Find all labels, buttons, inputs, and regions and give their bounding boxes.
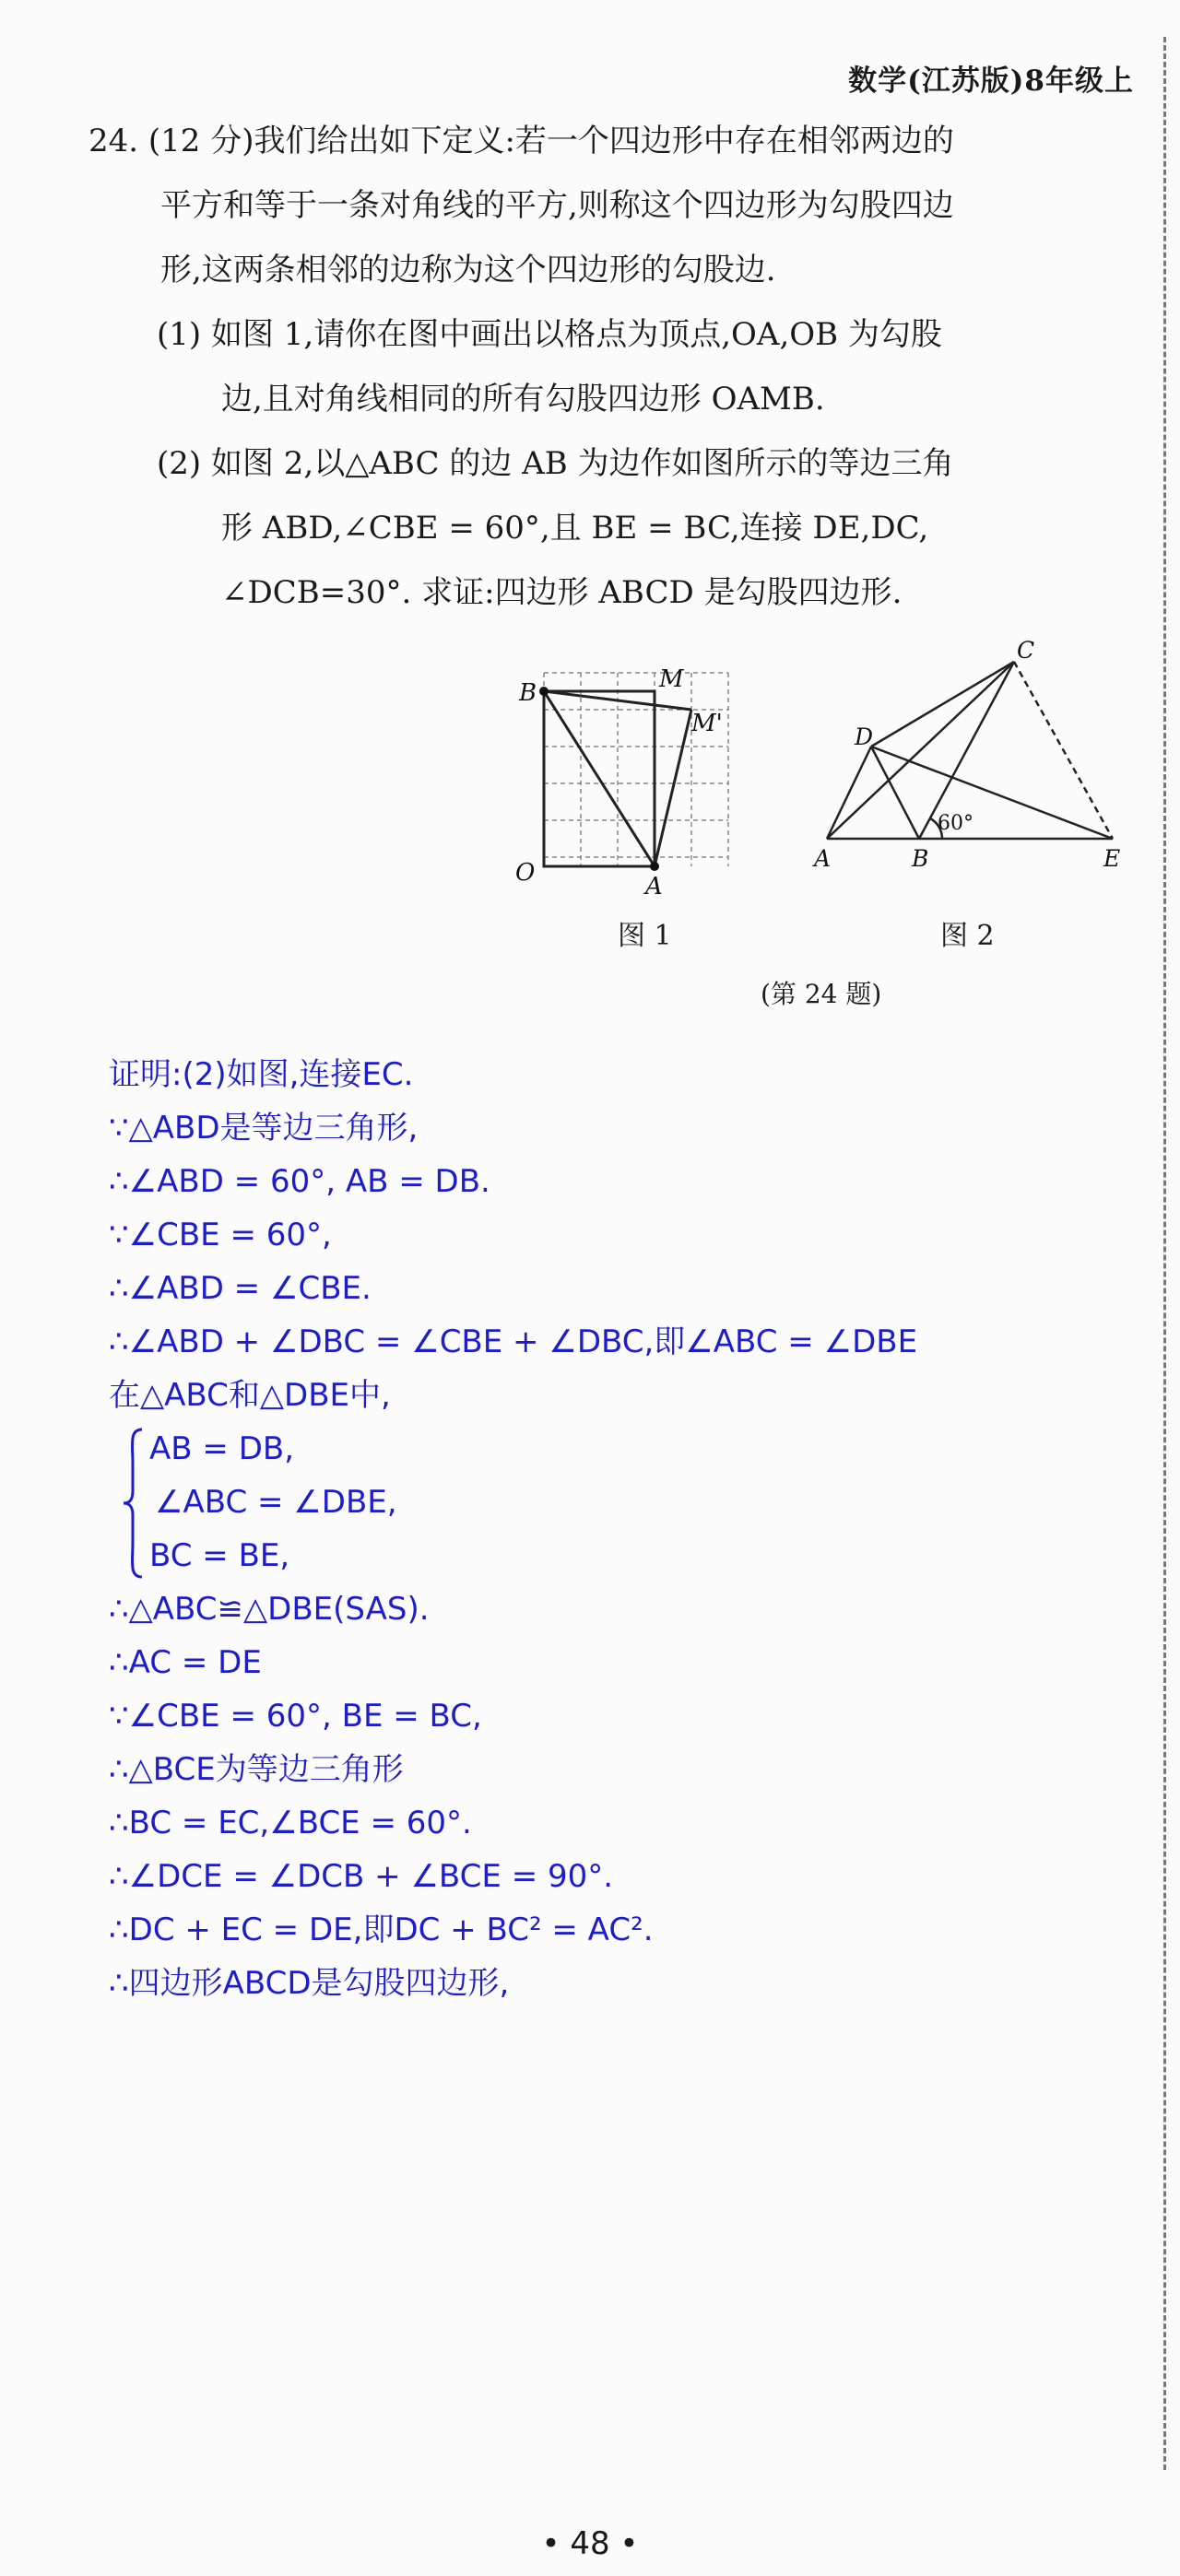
label-o: O	[515, 859, 536, 887]
proof-line: ∴∠ABD + ∠DBC = ∠CBE + ∠DBC,即∠ABC = ∠DBE	[109, 1323, 918, 1360]
problem-line: 平方和等于一条对角线的平方,则称这个四边形为勾股四边	[160, 187, 954, 224]
proof-line: 证明:(2)如图,连接EC.	[109, 1056, 414, 1093]
figure-1-caption: 图 1	[618, 920, 672, 952]
problem-line: 形,这两条相邻的边称为这个四边形的勾股边.	[160, 252, 776, 288]
label-e: E	[1103, 845, 1121, 872]
problem-line: 边,且对角线相同的所有勾股四边形 OAMB.	[221, 381, 825, 418]
problem-line: ∠DCB=30°. 求证:四边形 ABCD 是勾股四边形.	[221, 574, 903, 611]
figure-2-caption: 图 2	[940, 920, 995, 952]
label-b: B	[519, 679, 537, 707]
brace-icon	[122, 1427, 144, 1580]
label-m: M	[659, 665, 684, 693]
proof-line: ∴∠ABD = ∠CBE.	[109, 1270, 372, 1307]
label-c: C	[1017, 637, 1035, 664]
proof-case-line: BC = BE,	[149, 1537, 290, 1574]
proof-case-line: ∠ABC = ∠DBE,	[155, 1484, 397, 1521]
proof-line: ∴四边形ABCD是勾股四边形,	[109, 1965, 510, 2002]
problem-line: 24. (12 分)我们给出如下定义:若一个四边形中存在相邻两边的	[88, 123, 954, 159]
proof-line: ∴BC = EC,∠BCE = 60°.	[109, 1805, 472, 1841]
proof-case-line: AB = DB,	[149, 1430, 295, 1467]
cut-line	[1163, 37, 1166, 2470]
proof-line: ∴AC = DE	[109, 1644, 262, 1681]
figure-2-triangles	[807, 636, 1134, 885]
problem-line: (2) 如图 2,以△ABC 的边 AB 为边作如图所示的等边三角	[157, 445, 954, 482]
proof-line: 在△ABC和△DBE中,	[109, 1377, 391, 1414]
proof-line: ∵∠CBE = 60°,	[109, 1217, 332, 1253]
page-number: • 48 •	[541, 2525, 639, 2562]
book-title: 数学(江苏版)8年级上	[848, 65, 1134, 98]
proof-line: ∴∠ABD = 60°, AB = DB.	[109, 1163, 490, 1200]
problem-line: (1) 如图 1,请你在图中画出以格点为顶点,OA,OB 为勾股	[157, 316, 942, 353]
proof-line: ∵∠CBE = 60°, BE = BC,	[109, 1698, 482, 1735]
proof-line: ∴∠DCE = ∠DCB + ∠BCE = 90°.	[109, 1858, 614, 1895]
label-a: A	[645, 873, 663, 899]
question-number: (第 24 题)	[761, 979, 882, 1009]
proof-line: ∵△ABD是等边三角形,	[109, 1110, 419, 1147]
problem-line: 形 ABD,∠CBE = 60°,且 BE = BC,连接 DE,DC,	[221, 510, 929, 547]
label-b: B	[912, 845, 929, 872]
proof-line: ∴△ABC≌△DBE(SAS).	[109, 1591, 430, 1628]
label-m-prime: M'	[691, 710, 723, 737]
proof-line: ∴DC + EC = DE,即DC + BC² = AC².	[109, 1911, 654, 1948]
label-d: D	[855, 723, 874, 750]
label-a: A	[814, 845, 832, 872]
angle-label: 60°	[938, 812, 974, 835]
proof-line: ∴△BCE为等边三角形	[109, 1751, 404, 1788]
figure-1-grid	[502, 659, 761, 899]
